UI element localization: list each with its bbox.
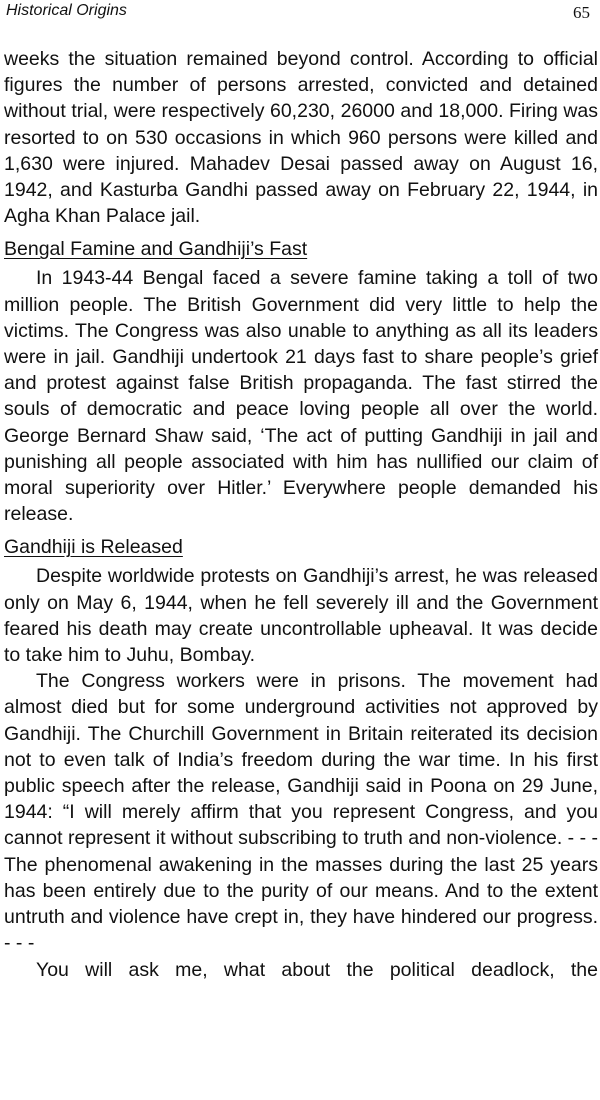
section-heading-bengal-famine: Bengal Famine and Gandhiji’s Fast [4, 238, 308, 261]
paragraph-congress-workers: The Congress workers were in prisons. The movement had almost died but for some underground activities not approved by Gandhiji. The Churchill Government in Britain reiterated its decision not to even talk of India’s freedom during the war time. In his first public speech after the release, Gandhiji said in Poona on 29 June, 1944: “I will merely affirm that you represent Congress, and you cannot represent it without subscribing to truth and non-violence. - - - The phenomenal awakening in the masses during the last 25 years has been entirely due to the purity of our means. And to the extent untruth and violence have crept in, they have hindered our progress. - - - [4, 670, 598, 955]
paragraph-release: Despite worldwide protests on Gandhiji’s arrest, he was released only on May 6, 1944, when he fell severely ill and the Government feared his death may create uncontrollable upheaval. It was decide to take him to Juhu, Bombay. [4, 565, 598, 667]
running-header [4, 0, 598, 24]
body-text [4, 46, 598, 983]
paragraph-bengal-famine: In 1943-44 Bengal faced a severe famine taking a toll of two million people. The British Government did very little to help the victims. The Congress was also unable to anything as all its leaders were in jail. Gandhiji undertook 21 days fast to share people’s grief and protest against false British propaganda. The fast stirred the souls of democratic and peace loving people all over the world. George Bernard Shaw said, ‘The act of putting Gandhiji in jail and punishing all people associated with him has nullified our claim of moral superiority over Hitler.’ Everywhere people demanded his release. [4, 267, 598, 526]
paragraph-political-deadlock: You will ask me, what about the political deadlock, the [36, 958, 598, 981]
paragraph-continuation: weeks the situation remained beyond control. According to official figures the number of persons arrested, convicted and detained without trial, were respectively 60,230, 26000 and 18,000. Firing was resorted to on 530 occasions in which 960 persons were killed and 1,630 were injured. Mahadev Desai passed away on August 16, 1942, and Kasturba Gandhi passed away on February 22, 1944, in Agha Khan Palace jail. [4, 48, 598, 228]
page-number: 65 [573, 3, 590, 22]
running-title: Historical Origins [6, 2, 127, 19]
section-heading-gandhiji-released: Gandhiji is Released [4, 536, 183, 559]
